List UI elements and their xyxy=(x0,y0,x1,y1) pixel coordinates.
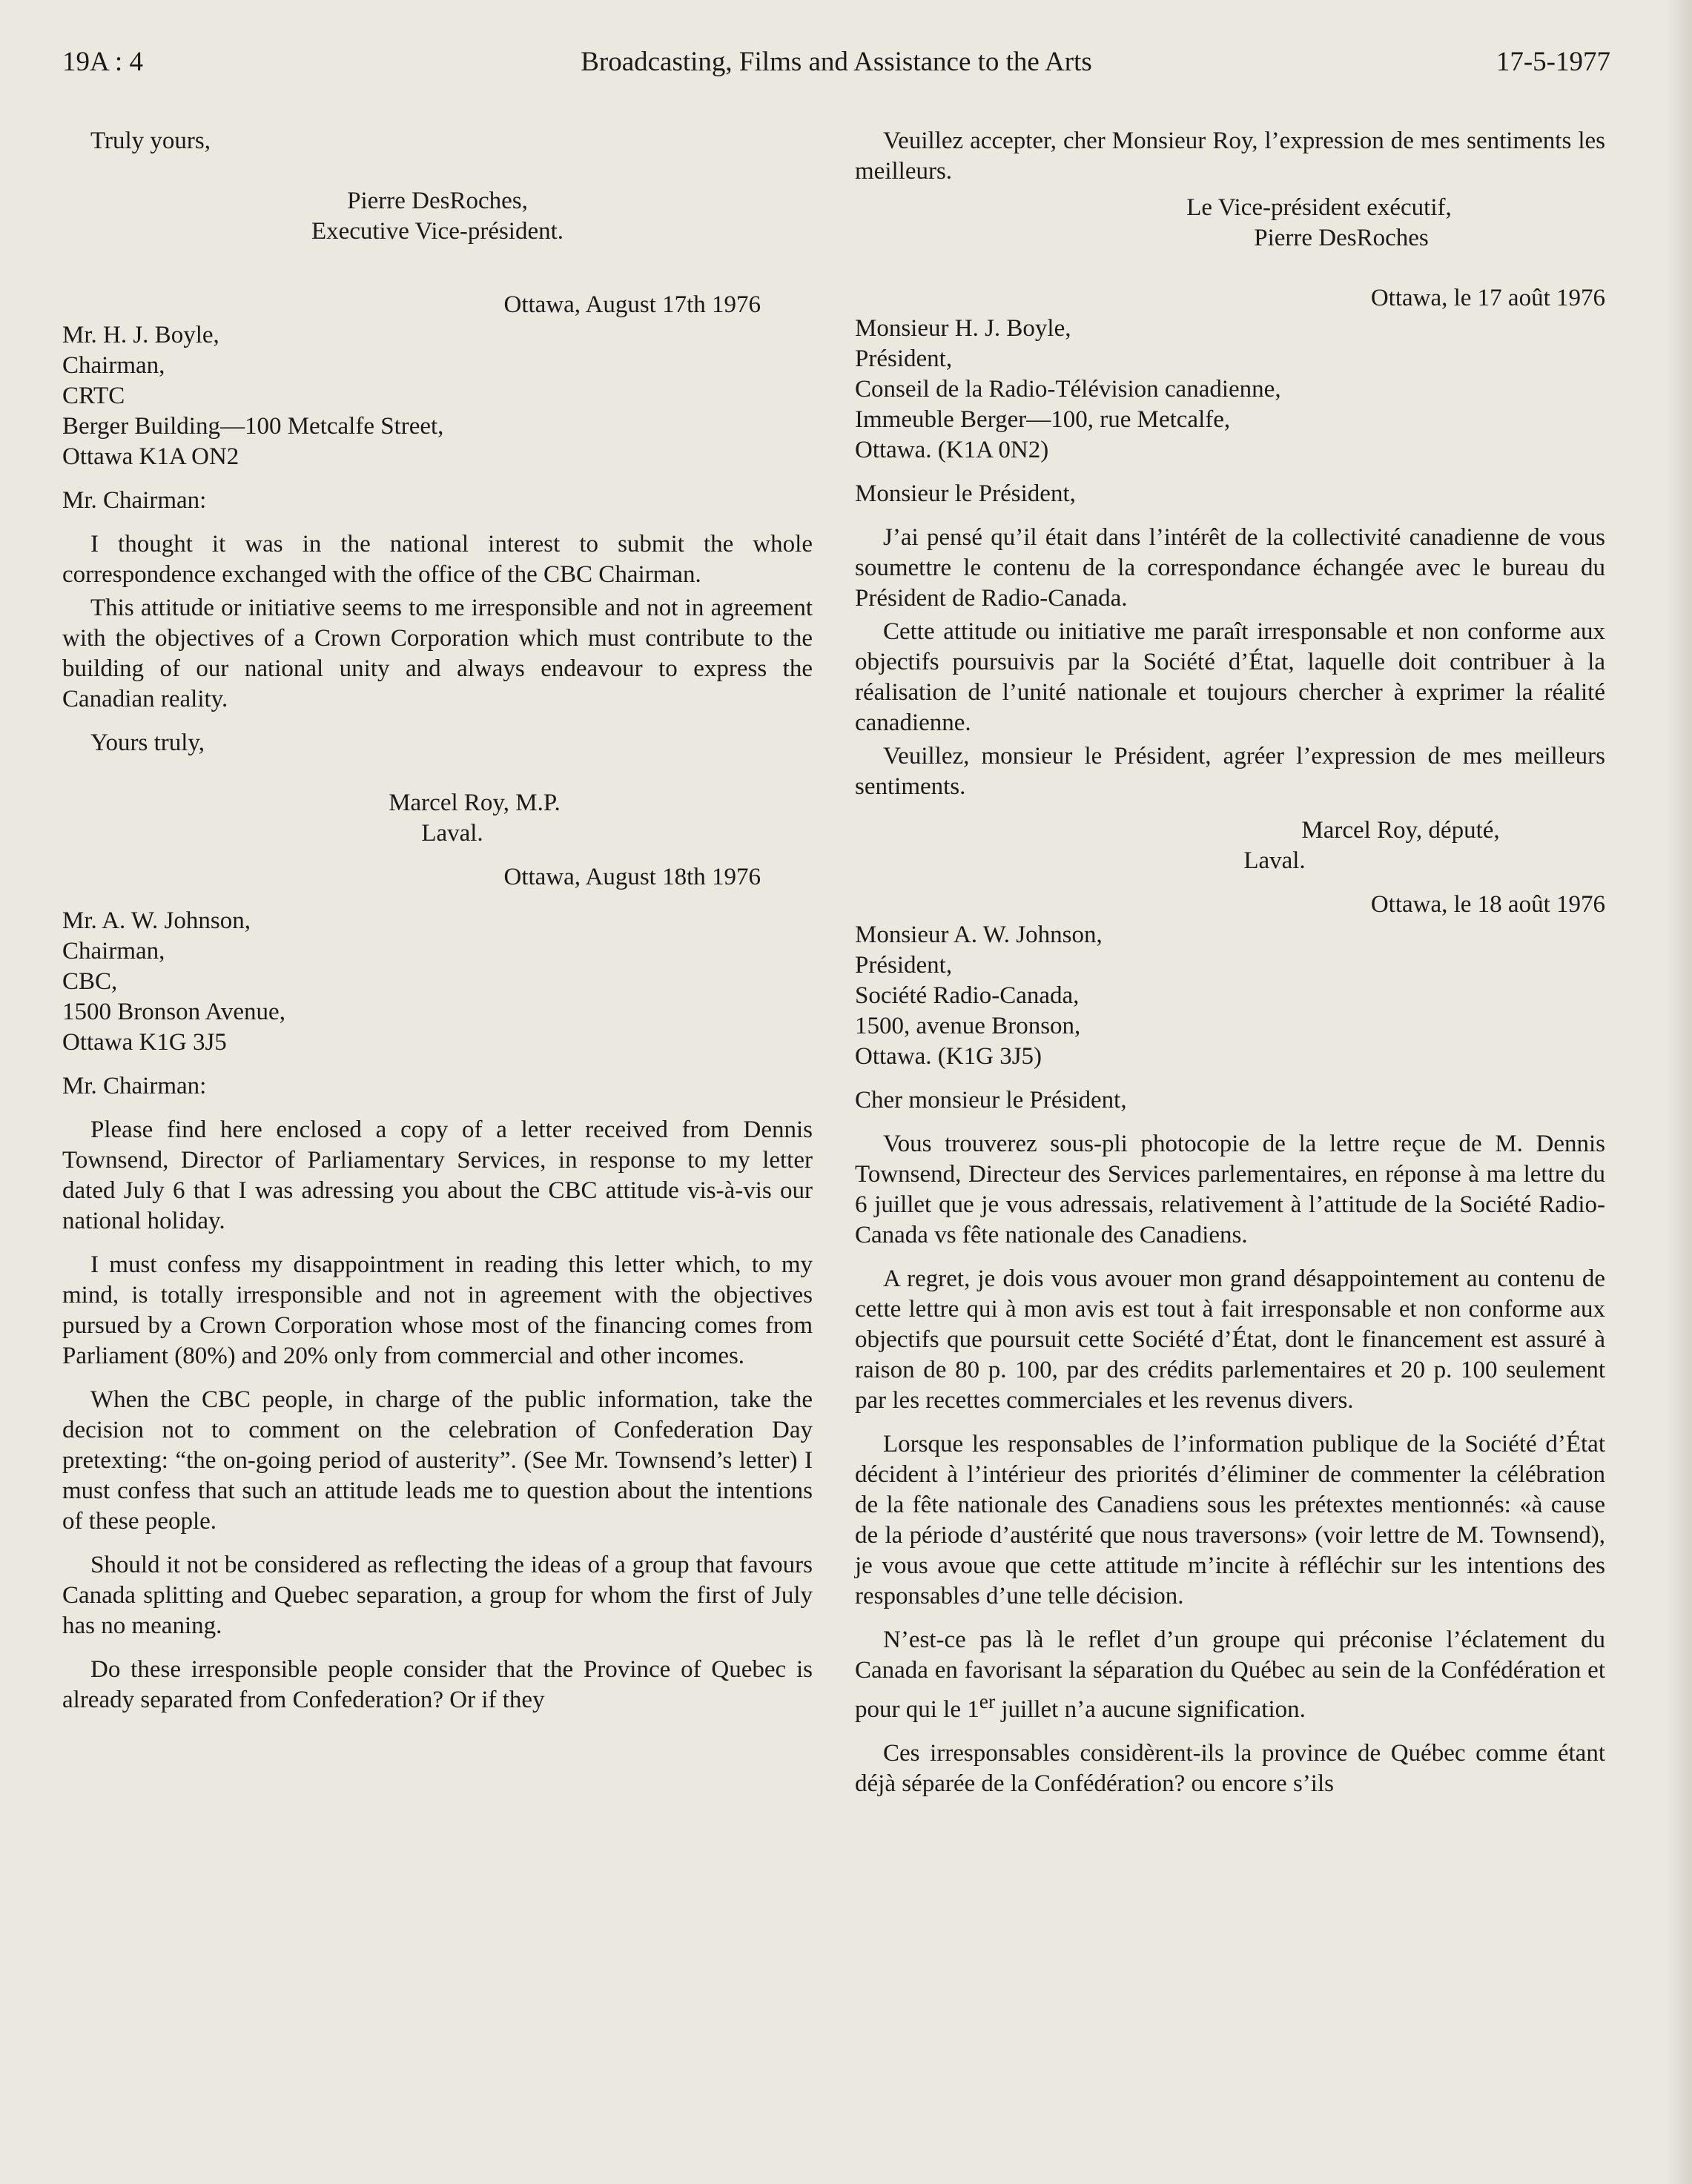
signature-name: Marcel Roy, député, xyxy=(1301,817,1500,844)
signature-place: Laval. xyxy=(421,820,483,847)
address-line: Mr. A. W. Johnson, xyxy=(62,907,251,934)
paragraph: Cette attitude ou initiative me paraît irresponsable et non conforme aux objectifs poursuivis par la Société d’État, laquelle doit contribuer à la réalisation de l’unité nationale et toujours chercher à exprimer la réalité canadienne. xyxy=(855,618,1605,736)
recipient-address xyxy=(855,314,1605,466)
signature-title: Le Vice-président exécutif, xyxy=(1186,194,1452,221)
recipient-address xyxy=(62,320,813,472)
address-line: CBC, xyxy=(62,968,118,995)
paragraph: Ces irresponsables considèrent-ils la province de Québec comme étant déjà séparée de la Confédération? ou encore s’ils xyxy=(855,1740,1605,1797)
address-line: Ottawa K1G 3J5 xyxy=(62,1029,227,1056)
salutation: Mr. Chairman: xyxy=(62,487,207,514)
paragraph: Do these irresponsible people consider that the Province of Quebec is already separated from Confederation? Or if they xyxy=(62,1656,813,1713)
letter-date: Ottawa, August 17th 1976 xyxy=(503,291,761,318)
running-title: Broadcasting, Films and Assistance to the Arts xyxy=(581,47,1092,77)
address-line: Mr. H. J. Boyle, xyxy=(62,322,219,348)
recipient-address xyxy=(855,920,1605,1072)
signature-name: Pierre DesRoches xyxy=(1254,225,1429,251)
address-line: Société Radio-Canada, xyxy=(855,982,1080,1009)
address-line: Monsieur A. W. Johnson, xyxy=(855,921,1103,948)
french-column xyxy=(855,126,1605,1799)
closing: Veuillez, monsieur le Président, agréer l’expression de mes meilleurs sentiments. xyxy=(855,743,1605,800)
address-line: Berger Building—100 Metcalfe Street, xyxy=(62,413,444,440)
paragraph: I must confess my disappointment in reading this letter which, to my mind, is totally irresponsible and not in agreement with the objectives pursued by a Crown Corporation whose most of the financing comes from Parliament (80%) and 20% only from commercial and other incomes. xyxy=(62,1251,813,1369)
signature-place: Laval. xyxy=(1243,847,1306,874)
address-line: 1500, avenue Bronson, xyxy=(855,1013,1081,1039)
paragraph: Lorsque les responsables de l’information publique de la Société d’État décident à l’intérieur des priorités d’éliminer de commenter la célébration de la fête nationale des Canadiens sous les prétextes mentionnés: «à cause de la période d’austérité que nous traversons» (voir lettre de M. Townsend), je vous avoue que cette attitude m’incite à réfléchir sur les intentions des responsables d’une telle décision. xyxy=(855,1431,1605,1609)
address-line: Ottawa. (K1G 3J5) xyxy=(855,1043,1042,1070)
address-line: Monsieur H. J. Boyle, xyxy=(855,315,1071,342)
salutation: Monsieur le Président, xyxy=(855,480,1076,507)
english-column xyxy=(62,126,813,1715)
address-line: Chairman, xyxy=(62,352,165,379)
address-line: Conseil de la Radio-Télévision canadienne, xyxy=(855,376,1281,403)
paragraph: I thought it was in the national interest to submit the whole correspondence exchanged with the office of the CBC Chairman. xyxy=(62,531,813,588)
page-edge-shadow xyxy=(1665,0,1692,2184)
letter-date: Ottawa, August 18th 1976 xyxy=(503,864,761,890)
signature-name: Marcel Roy, M.P. xyxy=(389,790,561,816)
paragraph: When the CBC people, in charge of the public information, take the decision not to comment on the celebration of Confederation Day pretexting: “the on-going period of austerity”. (See Mr. Townsend’s letter) I must confess that such an attitude leads me to question about the intentions of these people. xyxy=(62,1386,813,1535)
closing: Truly yours, xyxy=(90,128,211,154)
paragraph-text: N’est-ce pas là le reflet d’un groupe qui préconise l’éclatement du Canada en favorisant la séparation du Québec au sein de la Confédération et pour qui le 1 xyxy=(855,1627,1605,1723)
address-line: Chairman, xyxy=(62,938,165,964)
signature-title: Executive Vice-président. xyxy=(311,218,564,245)
salutation: Mr. Chairman: xyxy=(62,1073,207,1099)
salutation: Cher monsieur le Président, xyxy=(855,1087,1127,1113)
letter-date: Ottawa, le 18 août 1976 xyxy=(1370,891,1605,918)
closing: Veuillez accepter, cher Monsieur Roy, l’expression de mes sentiments les meilleurs. xyxy=(855,128,1605,185)
paragraph xyxy=(855,1625,1605,1725)
signature-name: Pierre DesRoches, xyxy=(347,188,528,214)
paragraph: A regret, je dois vous avouer mon grand désappointement au contenu de cette lettre qui à mon avis est tout à fait irresponsable et non conforme aux objectifs que poursuit cette Société d’État, dont le financement est assuré à raison de 80 p. 100, par des crédits parlementaires et 20 p. 100 seulement par les recettes commerciales et les revenus divers. xyxy=(855,1265,1605,1414)
letter-date: Ottawa, le 17 août 1976 xyxy=(1370,285,1605,311)
closing: Yours truly, xyxy=(90,729,205,756)
paragraph-text: juillet n’a aucune signification. xyxy=(995,1696,1306,1723)
ordinal-suffix: er xyxy=(979,1690,996,1713)
address-line: 1500 Bronson Avenue, xyxy=(62,999,285,1025)
paragraph: Please find here enclosed a copy of a letter received from Dennis Townsend, Director of Parliamentary Services, in response to my letter dated July 6 that I was adressing you about the CBC attitude vis-à-vis our national holiday. xyxy=(62,1116,813,1234)
paragraph: Should it not be considered as reflecting the ideas of a group that favours Canada splitting and Quebec separation, a group for whom the first of July has no meaning. xyxy=(62,1552,813,1639)
issue-date: 17-5-1977 xyxy=(1496,47,1610,77)
paragraph: This attitude or initiative seems to me irresponsible and not in agreement with the objectives of a Crown Corporation which must contribute to the building of our national unity and always endeavour to express the Canadian reality. xyxy=(62,595,813,712)
page-number: 19A : 4 xyxy=(62,47,143,77)
address-line: Président, xyxy=(855,345,953,372)
address-line: CRTC xyxy=(62,383,125,409)
address-line: Ottawa. (K1A 0N2) xyxy=(855,437,1049,463)
address-line: Président, xyxy=(855,952,953,979)
paragraph: Vous trouverez sous-pli photocopie de la lettre reçue de M. Dennis Townsend, Directeur des Services parlementaires, en réponse à ma lettre du 6 juillet que je vous adressais, relativement à l’attitude de la Société Radio-Canada vs fête nationale des Canadiens. xyxy=(855,1131,1605,1248)
paragraph: J’ai pensé qu’il était dans l’intérêt de la collectivité canadienne de vous soumettre le contenu de la correspondance échangée avec le bureau du Président de Radio-Canada. xyxy=(855,524,1605,612)
address-line: Immeuble Berger—100, rue Metcalfe, xyxy=(855,406,1231,433)
recipient-address xyxy=(62,906,813,1058)
running-header xyxy=(62,46,1610,83)
address-line: Ottawa K1A ON2 xyxy=(62,443,239,470)
